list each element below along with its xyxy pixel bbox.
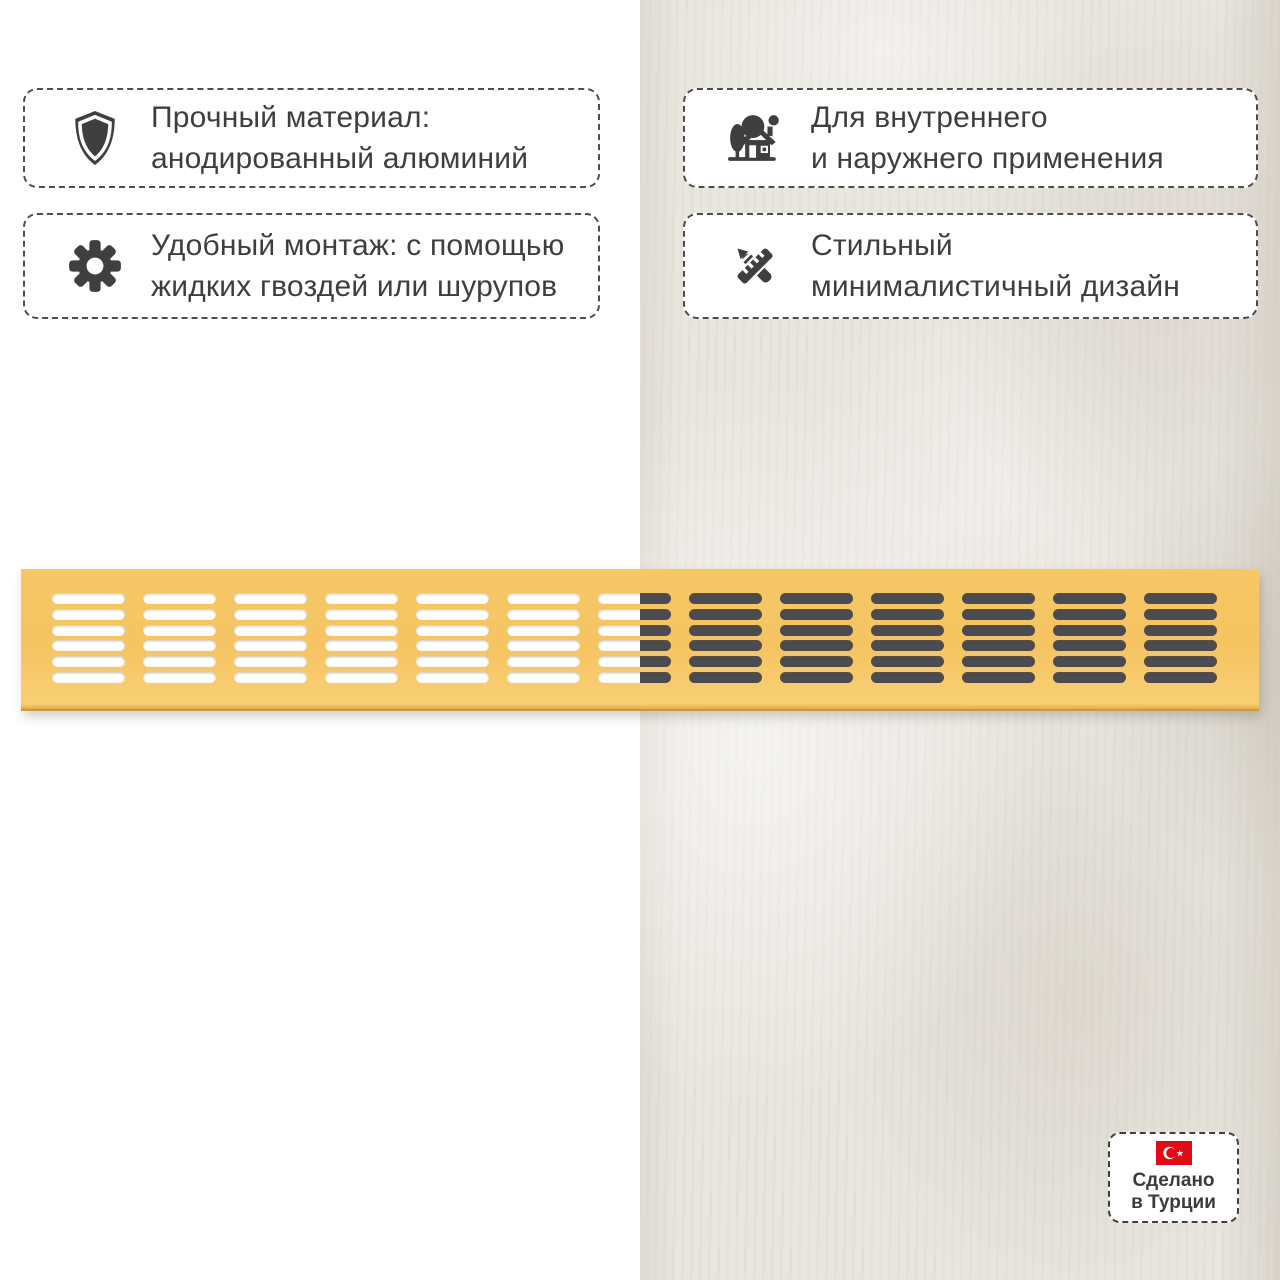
- vent-slot: [689, 625, 762, 636]
- vent-slot: [325, 656, 398, 667]
- badge-line: Сделано: [1132, 1170, 1215, 1191]
- vent-slot: [507, 609, 580, 620]
- slot-group: [143, 593, 216, 709]
- vent-slot: [871, 609, 944, 620]
- turkey-flag-icon: [1156, 1141, 1192, 1165]
- ventilation-grille: [21, 569, 1259, 711]
- slot-group: [780, 593, 853, 709]
- vent-slot: [1144, 609, 1217, 620]
- vent-slot: [507, 656, 580, 667]
- vent-slot: [416, 640, 489, 651]
- feature-line: Удобный монтаж: с помощью: [151, 229, 565, 262]
- vent-slot: [1144, 656, 1217, 667]
- vent-slot: [416, 656, 489, 667]
- vent-slot: [52, 640, 125, 651]
- vent-slot: [1053, 609, 1126, 620]
- vent-slot: [52, 609, 125, 620]
- vent-slot: [52, 625, 125, 636]
- vent-slot: [1144, 672, 1217, 683]
- pencil-ruler-icon: [727, 238, 783, 294]
- vent-slot: [1144, 625, 1217, 636]
- vent-slot: [962, 640, 1035, 651]
- vent-slot: [507, 625, 580, 636]
- gear-icon: [67, 239, 123, 293]
- vent-slot: [780, 625, 853, 636]
- vent-slot: [598, 656, 671, 667]
- slot-group: [234, 593, 307, 709]
- slot-group: [325, 593, 398, 709]
- vent-slot: [507, 593, 580, 604]
- feature-text-usage: [811, 97, 1164, 179]
- feature-line: жидких гвоздей или шурупов: [151, 270, 558, 303]
- vent-slot: [780, 656, 853, 667]
- feature-card-design: [683, 213, 1258, 319]
- vent-slot: [325, 640, 398, 651]
- feature-line: и наружнего применения: [811, 142, 1164, 175]
- vent-slot: [1053, 672, 1126, 683]
- vent-slot: [325, 625, 398, 636]
- vent-slot: [416, 672, 489, 683]
- vent-slot: [143, 593, 216, 604]
- slot-group: [52, 593, 125, 709]
- feature-line: анодированный алюминий: [151, 142, 529, 175]
- feature-line: минималистичный дизайн: [811, 270, 1181, 303]
- vent-slot: [52, 656, 125, 667]
- vent-slot: [1053, 656, 1126, 667]
- vent-slot: [598, 609, 671, 620]
- vent-slot: [598, 625, 671, 636]
- vent-slot: [234, 640, 307, 651]
- vent-slot: [780, 640, 853, 651]
- feature-text-material: [151, 97, 528, 179]
- vent-slot: [689, 640, 762, 651]
- vent-slot: [871, 656, 944, 667]
- vent-slot: [234, 656, 307, 667]
- slot-group: [962, 593, 1035, 709]
- badge-line: в Турции: [1131, 1192, 1216, 1213]
- slot-group: [1144, 593, 1217, 709]
- vent-slot: [962, 672, 1035, 683]
- vent-slot: [325, 609, 398, 620]
- vent-slot: [234, 625, 307, 636]
- vent-slot: [962, 656, 1035, 667]
- vent-slot: [871, 593, 944, 604]
- vent-slot: [689, 672, 762, 683]
- feature-text-mounting: [151, 225, 564, 307]
- vent-slot: [1144, 640, 1217, 651]
- vent-slot: [52, 672, 125, 683]
- vent-slot: [598, 640, 671, 651]
- vent-slot: [52, 593, 125, 604]
- vent-slot: [598, 593, 671, 604]
- vent-slot: [143, 640, 216, 651]
- vent-slot: [143, 609, 216, 620]
- slot-group: [689, 593, 762, 709]
- house-tree-icon: [727, 110, 783, 166]
- vent-slot: [780, 593, 853, 604]
- feature-text-design: [811, 225, 1180, 307]
- slot-group: [598, 593, 671, 709]
- vent-slot: [234, 593, 307, 604]
- vent-slot: [416, 609, 489, 620]
- slot-group: [507, 593, 580, 709]
- vent-slot: [416, 625, 489, 636]
- vent-slot: [143, 672, 216, 683]
- vent-slot: [234, 609, 307, 620]
- vent-slot: [871, 640, 944, 651]
- vent-slot: [780, 672, 853, 683]
- slot-group: [871, 593, 944, 709]
- vent-slot: [962, 609, 1035, 620]
- vent-slot: [1053, 593, 1126, 604]
- vent-slot: [780, 609, 853, 620]
- slot-group: [416, 593, 489, 709]
- vent-slot: [598, 672, 671, 683]
- vent-slot: [1144, 593, 1217, 604]
- vent-slot: [143, 656, 216, 667]
- vent-slot: [689, 656, 762, 667]
- vent-slot: [234, 672, 307, 683]
- slot-group: [1053, 593, 1126, 709]
- vent-slot: [871, 672, 944, 683]
- vent-slot: [325, 593, 398, 604]
- vent-slot: [143, 625, 216, 636]
- vent-slot: [962, 593, 1035, 604]
- feature-card-usage: [683, 88, 1258, 188]
- feature-line: Стильный: [811, 229, 953, 262]
- feature-card-material: [23, 88, 600, 188]
- vent-slot: [507, 672, 580, 683]
- vent-slot: [1053, 640, 1126, 651]
- vent-slot: [507, 640, 580, 651]
- feature-line: Для внутреннего: [811, 101, 1048, 134]
- vent-slot: [689, 609, 762, 620]
- vent-slot: [416, 593, 489, 604]
- feature-card-mounting: [23, 213, 600, 319]
- vent-slot: [1053, 625, 1126, 636]
- made-in-turkey-badge: [1108, 1132, 1239, 1223]
- shield-icon: [67, 110, 123, 166]
- feature-line: Прочный материал:: [151, 101, 431, 134]
- vent-slot: [871, 625, 944, 636]
- vent-slot: [962, 625, 1035, 636]
- vent-slot: [325, 672, 398, 683]
- vent-slot: [689, 593, 762, 604]
